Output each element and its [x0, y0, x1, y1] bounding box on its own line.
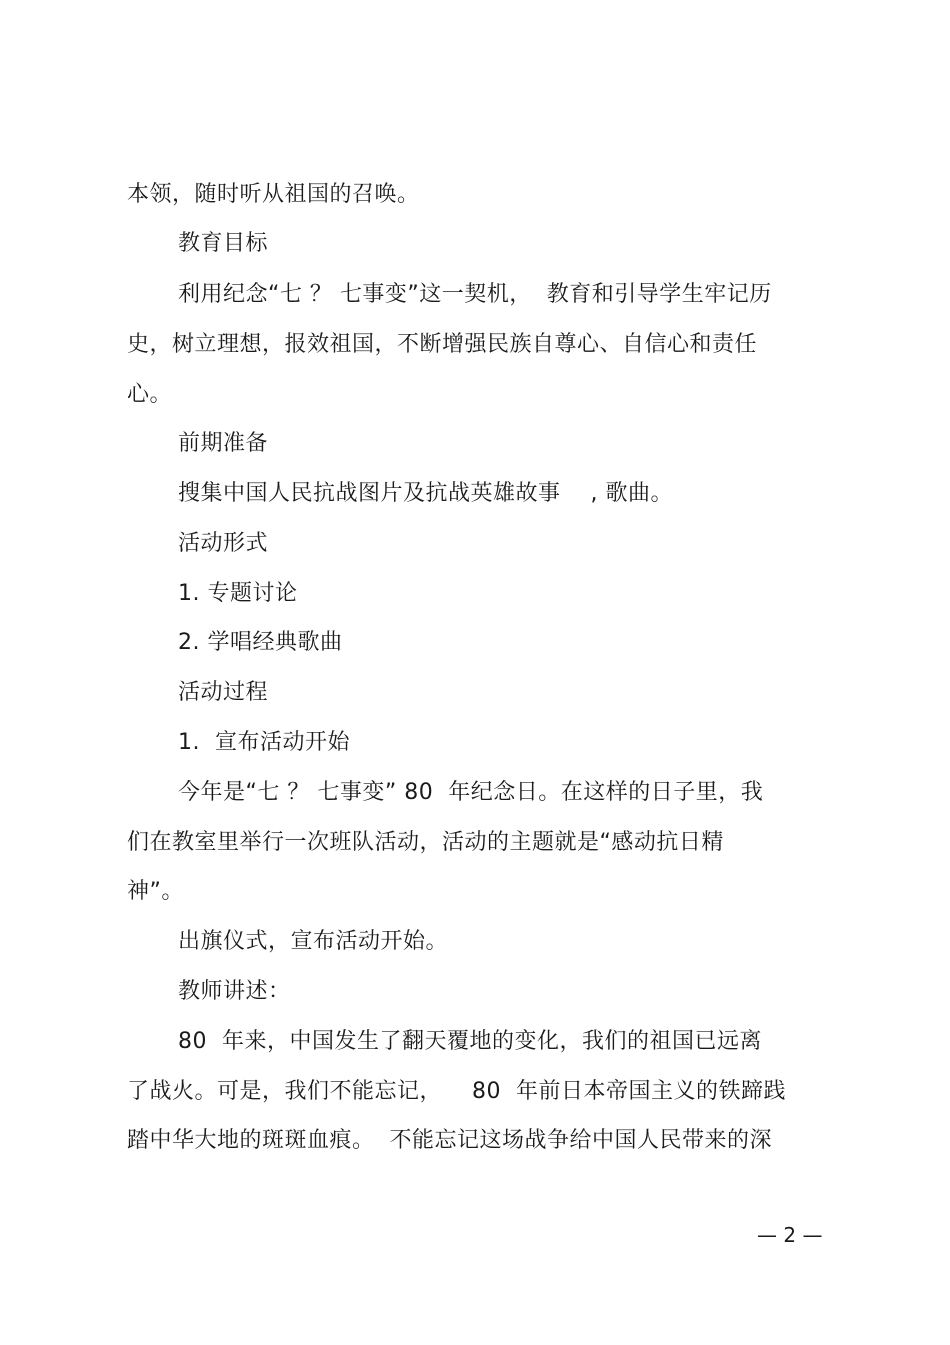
text-line: 神”。	[127, 879, 184, 904]
text-line: 本领，随时听从祖国的召唤。	[127, 182, 420, 207]
text-line: 搜集中国人民抗战图片及抗战英雄故事 , 歌曲。	[178, 481, 673, 506]
text-line: 教师讲述：	[178, 979, 291, 1004]
text-line: 了战火。可是，我们不能忘记， 80 年前日本帝国主义的铁蹄践	[127, 1079, 786, 1104]
text-line: 今年是“七 ？ 七事变” 80 年纪念日。在这样的日子里，我	[178, 780, 764, 805]
section-heading: 活动过程	[178, 680, 269, 705]
section-heading: 前期准备	[178, 431, 269, 456]
list-item: 1. 专题讨论	[178, 581, 298, 606]
text-line: 们在教室里举行一次班队活动，活动的主题就是“感动抗日精	[127, 830, 724, 855]
page-number: — 2 —	[757, 1223, 823, 1247]
text-line: 心。	[127, 382, 173, 407]
list-item: 2. 学唱经典歌曲	[178, 630, 343, 655]
text-line: 踏中华大地的斑斑血痕。 不能忘记这场战争给中国人民带来的深	[127, 1128, 772, 1153]
section-heading: 教育目标	[178, 231, 269, 256]
text-line: 80 年来，中国发生了翻天覆地的变化，我们的祖国已远离	[178, 1029, 762, 1054]
list-item: 1. 宣布活动开始	[178, 730, 350, 755]
text-line: 出旗仪式，宣布活动开始。	[178, 929, 449, 954]
text-line: 史，树立理想，报效祖国，不断增强民族自尊心、自信心和责任	[127, 332, 758, 357]
text-line: 利用纪念“七 ？ 七事变”这一契机， 教育和引导学生牢记历	[178, 282, 772, 307]
section-heading: 活动形式	[178, 531, 269, 556]
